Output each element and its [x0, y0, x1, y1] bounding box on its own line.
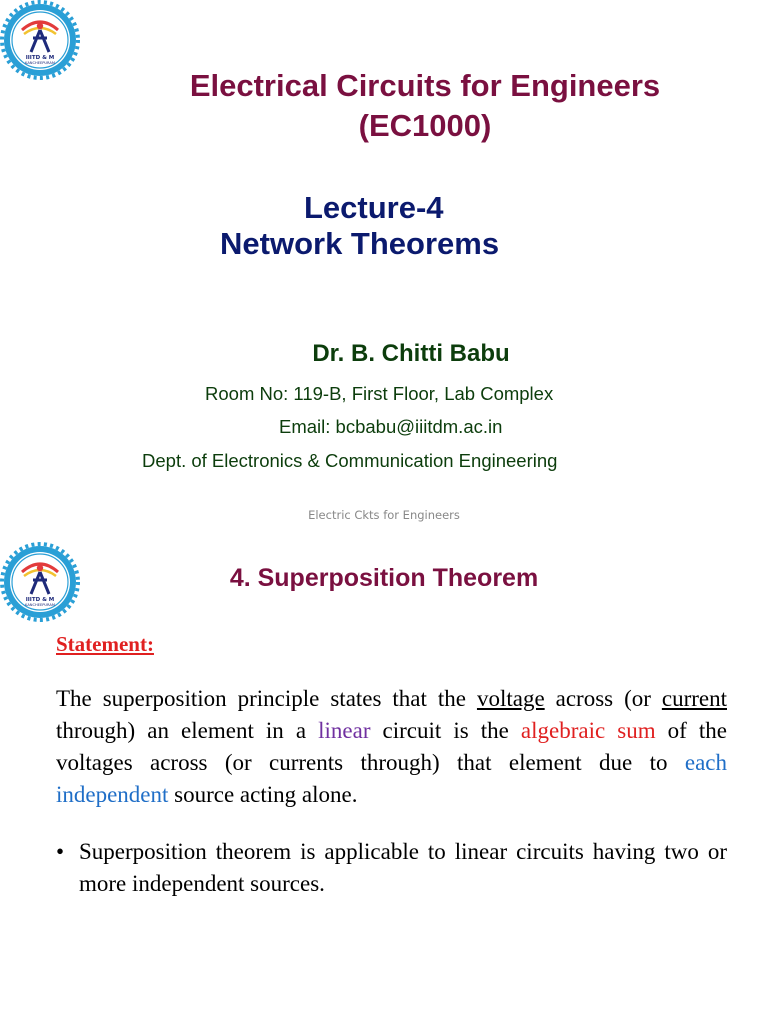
- svg-text:IIITD & M: IIITD & M: [25, 597, 55, 603]
- department-info: Dept. of Electronics & Communication Engineering: [142, 450, 558, 471]
- room-info: Room No: 119-B, First Floor, Lab Complex: [205, 383, 554, 404]
- algebraic-sum-term: algebraic sum: [520, 718, 656, 743]
- para-text: The superposition principle states that the: [56, 686, 477, 711]
- course-title-line1: Electrical Circuits for Engineers: [189, 68, 661, 103]
- current-term: current: [661, 686, 727, 711]
- svg-text:KANCHEEPURAM: KANCHEEPURAM: [25, 61, 55, 65]
- statement-label: Statement:: [56, 632, 154, 656]
- theorem-title: 4. Superposition Theorem: [229, 564, 539, 592]
- svg-text:KANCHEEPURAM: KANCHEEPURAM: [25, 603, 55, 607]
- lecture-number: Lecture-4: [304, 190, 444, 225]
- para-text: through) an element in a: [56, 718, 319, 743]
- linear-term: linear: [318, 718, 371, 743]
- para-text: of the voltages across (or currents through) that element due to: [56, 718, 727, 775]
- course-code: (EC1000): [358, 108, 492, 143]
- para-text: across (or: [544, 686, 662, 711]
- lecture-topic: Network Theorems: [220, 226, 500, 261]
- lecture-heading: [100, 190, 670, 262]
- theorem-slide: [0, 534, 768, 1024]
- para-text: circuit is the: [370, 718, 521, 743]
- bullet-text: Superposition theorem is applicable to linear circuits having two or more independent sources.: [79, 839, 727, 896]
- statement-paragraph: [56, 683, 727, 811]
- email-info: Email: bcbabu@iiitdm.ac.in: [279, 416, 503, 437]
- para-text: source acting alone.: [168, 782, 358, 807]
- author-name: Dr. B. Chitti Babu: [312, 340, 510, 367]
- slide-footer: Electric Ckts for Engineers: [308, 508, 460, 522]
- course-title: [0, 66, 768, 146]
- bullet-dot-icon: •: [56, 839, 65, 864]
- bullet-item: [56, 836, 727, 900]
- voltage-term: voltage: [476, 686, 545, 711]
- svg-text:IIITD & M: IIITD & M: [25, 55, 55, 61]
- each-independent-term: each independent: [56, 750, 727, 807]
